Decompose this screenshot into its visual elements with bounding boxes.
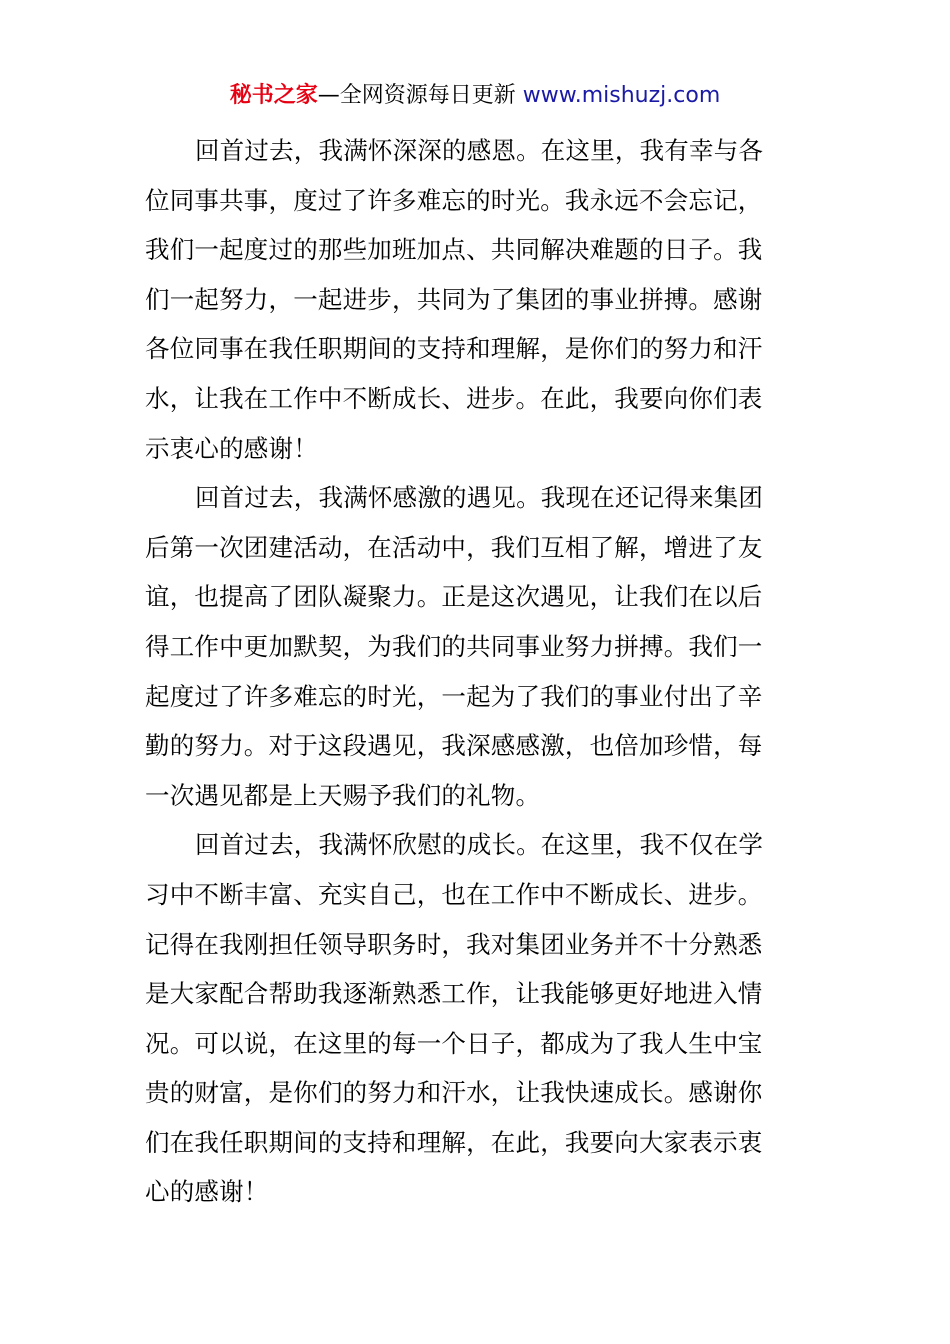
text-line: 况。可以说，在这里的每一个日子，都成为了我人生中宝	[145, 1028, 763, 1058]
paragraph-2	[145, 473, 810, 820]
text-line: 记得在我刚担任领导职务时，我对集团业务并不十分熟悉	[145, 929, 763, 959]
page-header	[0, 80, 950, 112]
text-line: 贵的财富，是你们的努力和汗水，让我快速成长。感谢你	[145, 1078, 763, 1108]
header-tagline: —全网资源每日更新	[317, 83, 523, 108]
text-line: 示衷心的感谢！	[145, 433, 318, 463]
text-line: 各位同事在我任职期间的支持和理解，是你们的努力和汗	[145, 334, 763, 364]
text-line: 们在我任职期间的支持和理解，在此，我要向大家表示衷	[145, 1127, 763, 1157]
paragraph-3	[145, 820, 810, 1217]
text-line: 回首过去，我满怀欣慰的成长。在这里，我不仅在学	[195, 830, 764, 860]
text-line: 水，让我在工作中不断成长、进步。在此，我要向你们表	[145, 383, 763, 413]
body-text	[145, 126, 810, 1217]
paragraph-1	[145, 126, 810, 473]
text-line: 位同事共事，度过了许多难忘的时光。我永远不会忘记，	[145, 185, 763, 215]
text-line: 勤的努力。对于这段遇见，我深感感激，也倍加珍惜，每	[145, 731, 763, 761]
text-line: 后第一次团建活动，在活动中，我们互相了解，增进了友	[145, 532, 763, 562]
text-line: 心的感谢！	[145, 1177, 269, 1207]
text-line: 回首过去，我满怀感激的遇见。我现在还记得来集团	[195, 483, 764, 513]
text-line: 们一起努力，一起进步，共同为了集团的事业拼搏。感谢	[145, 284, 763, 314]
text-line: 一次遇见都是上天赐予我们的礼物。	[145, 780, 541, 810]
brand-name: 秘书之家	[229, 83, 318, 108]
text-line: 习中不断丰富、充实自己，也在工作中不断成长、进步。	[145, 879, 763, 909]
text-line: 回首过去，我满怀深深的感恩。在这里，我有幸与各	[195, 136, 764, 165]
text-line: 是大家配合帮助我逐渐熟悉工作，让我能够更好地进入情	[145, 979, 763, 1009]
text-line: 谊，也提高了团队凝聚力。正是这次遇见，让我们在以后	[145, 582, 763, 612]
site-url: www.mishuzj.com	[522, 83, 721, 108]
text-line: 我们一起度过的那些加班加点、共同解决难题的日子。我	[145, 235, 763, 265]
text-line: 起度过了许多难忘的时光，一起为了我们的事业付出了辛	[145, 681, 763, 711]
text-line: 得工作中更加默契，为我们的共同事业努力拼搏。我们一	[145, 631, 763, 661]
